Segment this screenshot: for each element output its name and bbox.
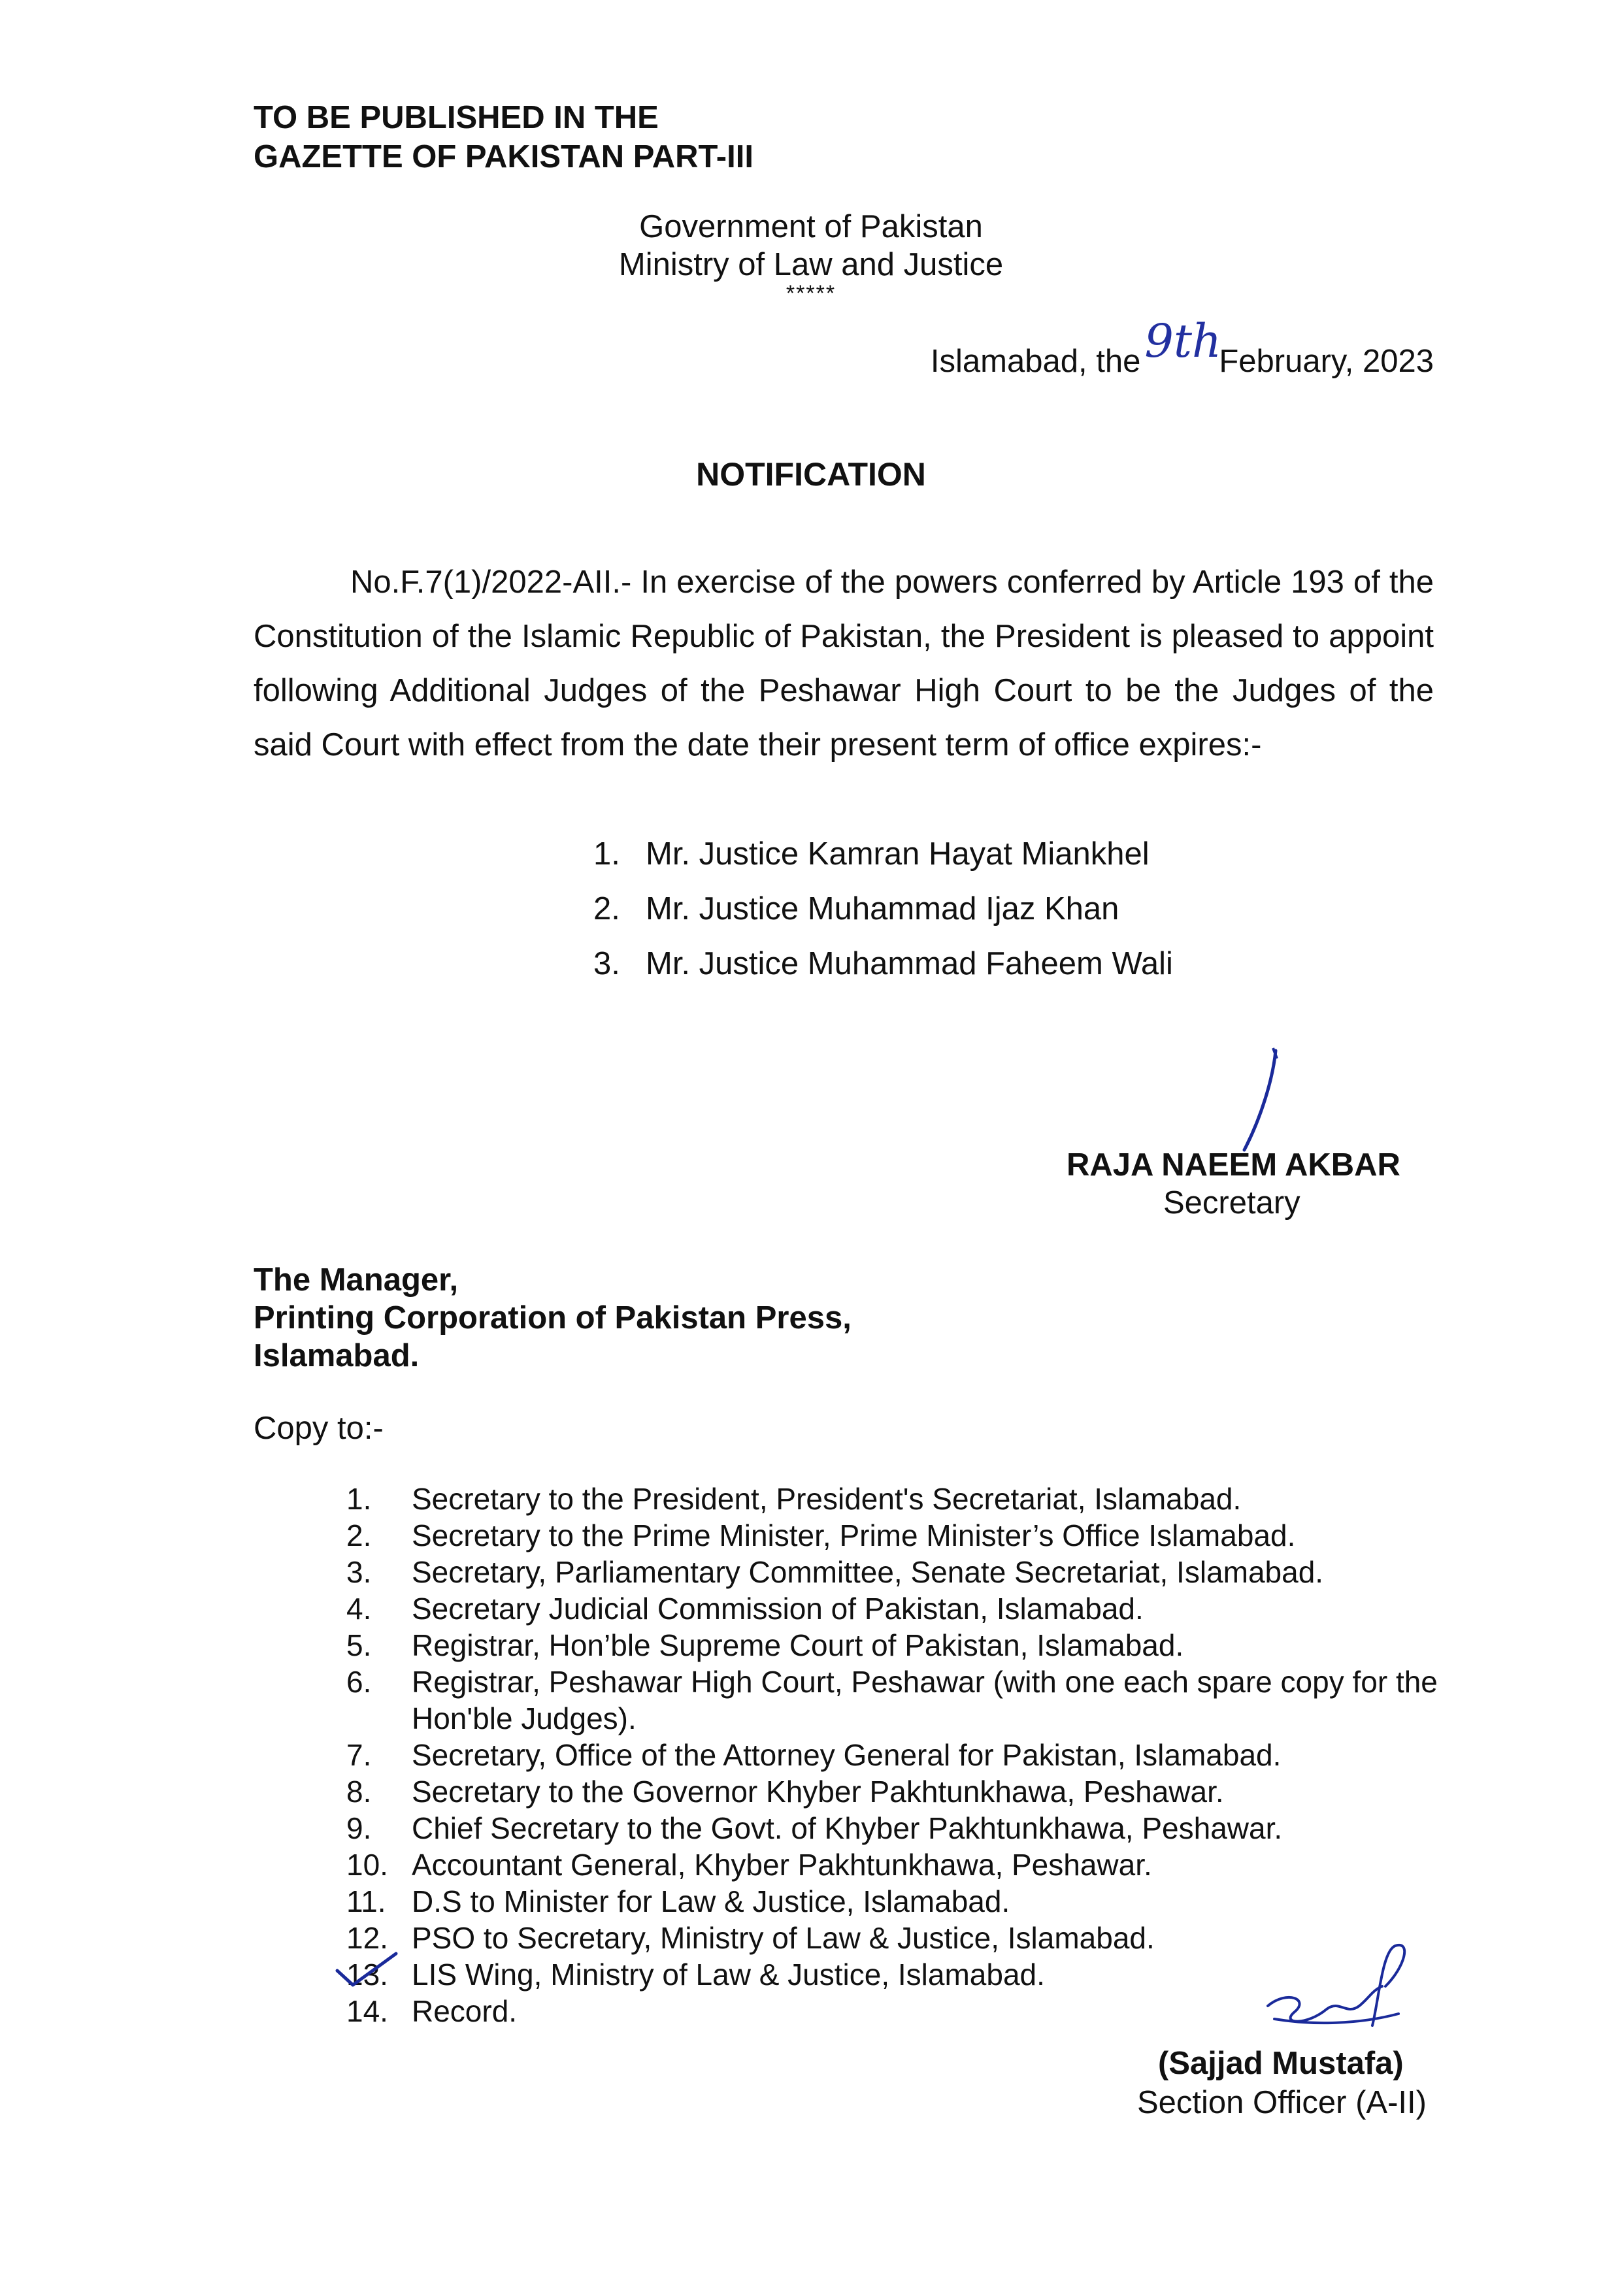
list-item bbox=[346, 1846, 1451, 1883]
gazette-line-2: GAZETTE OF PAKISTAN PART-III bbox=[254, 139, 753, 174]
issuing-authority bbox=[0, 208, 1622, 306]
item-number: 7. bbox=[346, 1738, 372, 1772]
item-number: 1. bbox=[346, 1482, 372, 1516]
tick-mark-icon bbox=[333, 1948, 405, 1994]
list-item bbox=[346, 1517, 1451, 1554]
item-text: Secretary Judicial Commission of Pakistan, Islamabad. bbox=[412, 1592, 1144, 1626]
item-number: 10. bbox=[346, 1848, 388, 1882]
notification-paragraph: No.F.7(1)/2022-AII.- In exercise of the powers conferred by Article 193 of the Constitution of the Islamic Republic of Pakistan, the President is pleased to appoint following Additional Judges of the Peshawar High Court to be the Judges of the said Court with effect from the date their present term of office expires:- bbox=[254, 565, 1434, 763]
item-number: 13. bbox=[346, 1958, 388, 1992]
item-text: Registrar, Hon’ble Supreme Court of Pakistan, Islamabad. bbox=[412, 1628, 1184, 1662]
item-text: Secretary, Parliamentary Committee, Senate Secretariat, Islamabad. bbox=[412, 1555, 1324, 1589]
item-text: Secretary to the Governor Khyber Pakhtunkhawa, Peshawar. bbox=[412, 1775, 1224, 1809]
section-officer-name: (Sajjad Mustafa) bbox=[1158, 2046, 1404, 2081]
addressee-block bbox=[254, 1261, 852, 1375]
handwritten-day: 9th bbox=[1144, 314, 1222, 368]
date-line bbox=[930, 314, 1434, 380]
government-name: Government of Pakistan bbox=[639, 209, 983, 244]
item-text: Registrar, Peshawar High Court, Peshawar (with one each spare copy for the Hon'ble Judges). bbox=[412, 1665, 1438, 1735]
document-title: NOTIFICATION bbox=[696, 456, 926, 493]
gazette-line-1: TO BE PUBLISHED IN THE bbox=[254, 100, 659, 135]
date-prefix: Islamabad, the bbox=[930, 344, 1141, 379]
item-number: 2. bbox=[593, 891, 620, 927]
item-text: Secretary to the President, President's Secretariat, Islamabad. bbox=[412, 1482, 1242, 1516]
judge-name: Mr. Justice Muhammad Ijaz Khan bbox=[646, 891, 1119, 927]
item-text: Secretary, Office of the Attorney General for Pakistan, Islamabad. bbox=[412, 1738, 1282, 1772]
list-item bbox=[346, 1481, 1451, 1517]
item-text: LIS Wing, Ministry of Law & Justice, Islamabad. bbox=[412, 1958, 1045, 1992]
list-item bbox=[346, 1590, 1451, 1627]
addressee-line-2: Printing Corporation of Pakistan Press, bbox=[254, 1300, 852, 1336]
item-text: Chief Secretary to the Govt. of Khyber Pakhtunkhawa, Peshawar. bbox=[412, 1811, 1283, 1845]
list-item bbox=[346, 1810, 1451, 1846]
list-item bbox=[346, 1737, 1451, 1773]
item-number: 5. bbox=[346, 1628, 372, 1662]
gazette-heading bbox=[254, 98, 753, 176]
item-text: PSO to Secretary, Ministry of Law & Justice, Islamabad. bbox=[412, 1921, 1155, 1955]
item-number: 4. bbox=[346, 1592, 372, 1626]
item-number: 6. bbox=[346, 1665, 372, 1699]
item-number: 9. bbox=[346, 1811, 372, 1845]
list-item bbox=[346, 1554, 1451, 1590]
list-item bbox=[346, 1627, 1451, 1664]
list-item bbox=[593, 936, 1173, 991]
addressee-line-3: Islamabad. bbox=[254, 1338, 420, 1373]
item-number: 14. bbox=[346, 1994, 388, 2028]
separator-stars: ***** bbox=[786, 281, 836, 306]
list-item bbox=[346, 1773, 1451, 1810]
item-number: 8. bbox=[346, 1775, 372, 1809]
list-item bbox=[593, 827, 1173, 881]
judge-name: Mr. Justice Kamran Hayat Miankhel bbox=[646, 836, 1150, 872]
item-number: 1. bbox=[593, 836, 620, 872]
secretary-signature-mark bbox=[1235, 1045, 1287, 1156]
addressee-line-1: The Manager, bbox=[254, 1262, 459, 1298]
section-officer-designation: Section Officer (A-II) bbox=[1137, 2085, 1427, 2120]
item-number: 11. bbox=[346, 1884, 386, 1918]
judge-name: Mr. Justice Muhammad Faheem Wali bbox=[646, 946, 1173, 981]
item-number: 3. bbox=[593, 946, 620, 981]
ministry-name: Ministry of Law and Justice bbox=[618, 247, 1004, 282]
item-text: Secretary to the Prime Minister, Prime Minister’s Office Islamabad. bbox=[412, 1518, 1296, 1552]
list-item bbox=[593, 881, 1173, 936]
judges-list bbox=[593, 827, 1173, 991]
signatory-designation: Secretary bbox=[1163, 1185, 1300, 1221]
item-number: 2. bbox=[346, 1518, 372, 1552]
copy-to-label: Copy to:- bbox=[254, 1411, 384, 1446]
list-item bbox=[346, 1883, 1451, 1920]
item-text: Record. bbox=[412, 1994, 518, 2028]
item-number: 3. bbox=[346, 1555, 372, 1589]
signatory-name: RAJA NAEEM AKBAR bbox=[1067, 1147, 1400, 1183]
date-suffix: February, 2023 bbox=[1219, 344, 1434, 379]
list-item bbox=[346, 1664, 1451, 1737]
section-officer-signature bbox=[1248, 1927, 1418, 2052]
item-number: 12. bbox=[346, 1921, 388, 1955]
item-text: Accountant General, Khyber Pakhtunkhawa, Peshawar. bbox=[412, 1848, 1152, 1882]
item-text: D.S to Minister for Law & Justice, Islamabad. bbox=[412, 1884, 1010, 1918]
